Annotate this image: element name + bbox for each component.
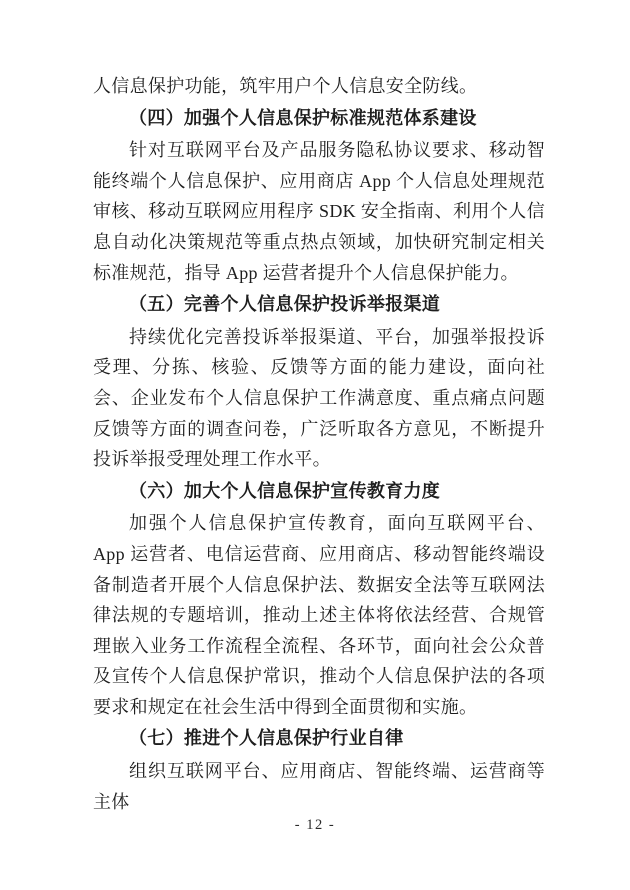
section-heading-7: （七）推进个人信息保护行业自律	[129, 728, 404, 749]
section-body-4: 针对互联网平台及产品服务隐私协议要求、移动智能终端个人信息保护、应用商店 App 个人信息处理规范审核、移动互联网应用程序 SDK 安全指南、利用个人信息自动化决策规范等重点热点领域，加快研究制定相关标准规范，指导 App 运营者提升个人信息保护能力。	[93, 140, 545, 283]
section-body-5: 持续优化完善投诉举报渠道、平台，加强举报投诉受理、分拣、核验、反馈等方面的能力建设，面向社会、企业发布个人信息保护工作满意度、重点痛点问题反馈等方面的调查问卷，广泛听取各方意见，不断提升投诉举报受理处理工作水平。	[93, 326, 545, 470]
section-body-7: 组织互联网平台、应用商店、智能终端、运营商等主体	[93, 761, 545, 812]
page-number: - 12 -	[294, 817, 336, 833]
paragraph-continuation: 人信息保护功能，筑牢用户个人信息安全防线。	[93, 76, 478, 96]
section-heading-5: （五）完善个人信息保护投诉举报渠道	[129, 294, 441, 315]
section-heading-6: （六）加大个人信息保护宣传教育力度	[129, 480, 441, 501]
section-heading-4: （四）加强个人信息保护标准规范体系建设	[129, 107, 477, 128]
section-body-6: 加强个人信息保护宣传教育，面向互联网平台、App 运营者、电信运营商、应用商店、移动智能终端设备制造者开展个人信息保护法、数据安全法等互联网法律法规的专题培训，推动上述主体将依法经营、合规管理嵌入业务工作流程全流程、各环节，面向社会公众普及宣传个人信息保护常识，推动个人信息保护法的各项要求和规定在社会生活中得到全面贯彻和实施。	[93, 513, 545, 717]
document-body	[93, 71, 545, 817]
